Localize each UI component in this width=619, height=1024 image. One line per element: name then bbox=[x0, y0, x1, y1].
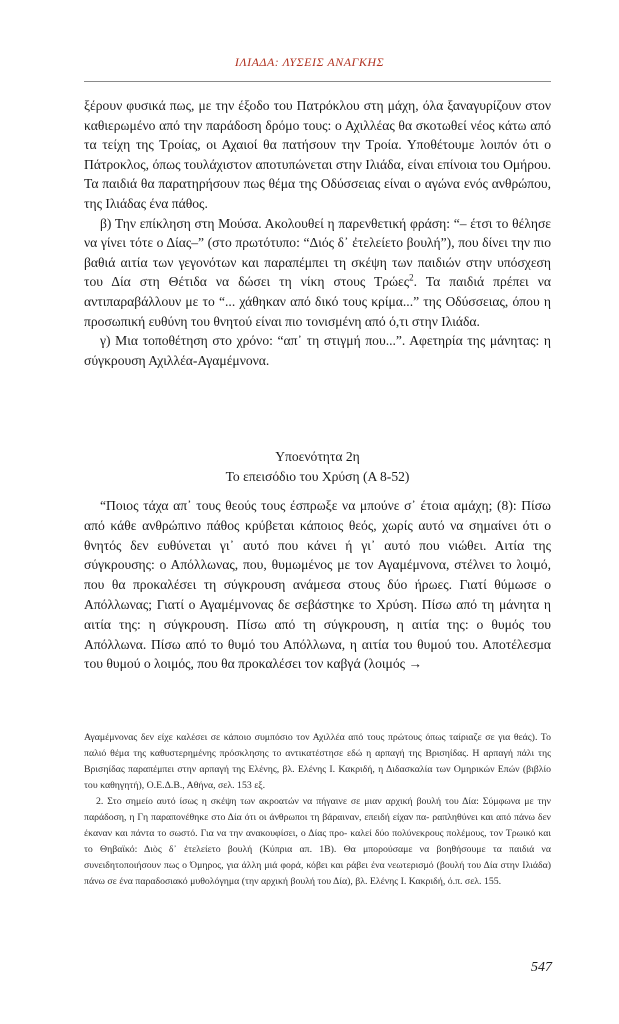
running-head: ΙΛΙΑΔΑ: ΛΥΣΕΙΣ ΑΝΑΓΚΗΣ bbox=[234, 55, 385, 69]
paragraph-beta-cont: Τα παιδιά πρέπει να αντιπαραβάλλουν με το “... χάθηκαν από δικό τους κρίμα...” της Οδύσσειας, όπου η προσωπική ευθύνη του θνητού είναι πιο τονισμένη από ό,τι στην Ιλιάδα. bbox=[84, 274, 551, 329]
header-rule bbox=[84, 81, 551, 82]
paragraph-beta-text: β) Την επίκληση στη Μούσα. Ακολουθεί η παρενθετική φράση: “– έτσι το θέλησε να γίνει τότε ο Δίας–” (στο πρωτότυπο: “Διός δ᾽ ἐτελείετο βουλή”), που δίνει την πιο βαθιά αιτία των γεγονότων και παραπέμπει τη σκέψη των παιδιών στην υπόσχεση του Δία στη Θέτιδα να δώσει τη νίκη στους Τρώες bbox=[84, 215, 551, 290]
paragraph-beta: β) Την επίκληση στη Μούσα. Ακολουθεί η παρενθετική φράση: “– έτσι το θέλησε να γίνει τότε ο Δίας–” (στο πρωτότυπο: “Διός δ᾽ ἐτελείετο βουλή”), που δίνει την πιο βαθιά αιτία των γεγονότων και παραπέμπει τη σκέψη των παιδιών στην υπόσχεση του Δία στη Θέτιδα να δώσει τη νίκη στους Τρώες$^2$. Τα παιδιά πρέπει να αντιπαραβάλλουν με το “... χάθηκαν από δικό τους κρίμα...” της Οδύσσειας, όπου η προσωπική ευθύνη του θνητού είναι πιο τονισμένη από ό,τι στην Ιλιάδα. bbox=[84, 215, 551, 329]
footnote-1-continuation: Αγαμέμνονας δεν είχε καλέσει σε κάποιο συμπόσιο τον Αχιλλέα από τους πρώτους όπως ταίριαζε σε για θεάς). Το παλιό θέμα της καθυστερημένης πρόσκλησης το αντικατέστησε εδώ η αρπαγή της Βρισηίδας. Η αρπαγή πάλι της Βρισηίδας παραπέμπει στην αρπαγή της Ελένης, βλ. Ελένης Ι. Κακριδή, η Διδασκαλία των Ομηρικών Επών (βιβλίο του καθηγητή), Ο.Ε.Δ.Β., Αθήνα, σελ. 153 εξ. bbox=[84, 732, 551, 791]
subsection-number: Υποενότητα 2η bbox=[275, 449, 360, 464]
paragraph-continuation: ξέρουν φυσικά πως, με την έξοδο του Πατρόκλου στη μάχη, όλα ξαναγυρίζουν στον καθιερωμένο από την παράδοση δρόμο τους: ο Αχιλλέας θα σκοτωθεί νέος κάτω από τα τείχη της Τροίας, οι Αχαιοί θα πατήσουν την Τροία. Υποθέτουμε λοιπόν ότι ο Πάτροκλος, όπως τουλάχιστον αποτυπώνεται στην Ιλιάδα, είναι επίνοια του Ομήρου. Τα παιδιά θα παρατηρήσουν πως θέμα της Οδύσσειας είναι ο αγώνα ενός ανθρώπου, της Ιλιάδας ένα πάθος. bbox=[84, 98, 551, 211]
footnote-ref: 2 bbox=[409, 272, 414, 283]
subsection-title: Το επεισόδιο του Χρύση (Α 8-52) bbox=[225, 468, 410, 484]
footnote-2: 2. Στο σημείο αυτό ίσως η σκέψη των ακροατών να πήγαινε σε μιαν αρχική βουλή του Δία: Σύμφωνα με την παράδοση, η Γη παραπονέθηκε στο Δία ότι οι άνθρωποι τη βάραιναν, επειδή είχαν πα- ραπληθύνει και από πάνω δεν έκαναν και πάντα το σωστό. Για να την ανακουφίσει, ο Δίας προ- καλεί δύο πολύνεκρους πολέμους, τον Τρωικό και το Θηβαϊκό: Διὸς δ᾽ ἐτελείετο βουλή (Κύπρια απ. 1Β). Θα μπορούσαμε να βοηθήσουμε τα παιδιά να συνειδητοποιήσουν πως ο Όμηρος, για άλλη μιά φορά, κόβει και ράβει ένα νεωτερισμό (βουλή του Δία στην Ιλιάδα) πάνω σε ένα παραδοσιακό μυθολόγημα (την αρχική βουλή του Δία), βλ. Ελένης Ι. Κακριδή, ό.π. σελ. 155. bbox=[84, 796, 551, 887]
page-number: 547 bbox=[531, 960, 552, 975]
subsection-heading bbox=[84, 447, 551, 486]
section-text bbox=[84, 496, 551, 674]
section-paragraph: “Ποιος τάχα απ᾽ τους θεούς τους έσπρωξε να μπούνε σ᾽ έτοια αμάχη; (8): Πίσω από κάθε ανθρώπινο πάθος κρύβεται κάποιος θεός, χωρίς αυτό να σημαίνει ότι ο θνητός δεν ευθύνεται γι᾽ αυτό που κάνει ή γι᾽ αυτό που νιώθει. Αιτία της σύγκρουσης: ο Απόλλωνας, που, θυμωμένος με τον Αγαμέμνονα, στέλνει το λοιμό, που θα προκαλέσει τη σύγκρουση ανάμεσα στους δύο ήρωες. Γιατί θύμωσε ο Απόλλωνας; Γιατί ο Αγαμέμνονας δε σεβάστηκε το Χρύση. Πίσω από τη μάνητα η αιτία της: η σύγκρουση. Πίσω από τη σύγκρουση, η αιτία της: ο θυμός του Απόλλωνα. Πίσω από το θυμό του Απόλλωνα, η αιτία του θυμού του. Αποτέλεσμα του θυμού ο λοιμός, που θα προκαλέσει τον καβγά (λοιμός → bbox=[84, 498, 551, 672]
footnotes bbox=[84, 730, 551, 890]
paragraph-gamma: γ) Μια τοποθέτηση στο χρόνο: “απ᾽ τη στιγμή που...”. Αφετηρία της μάνητας: η σύγκρουση Αχιλλέα-Αγαμέμνονα. bbox=[84, 333, 551, 368]
main-text bbox=[84, 96, 551, 370]
